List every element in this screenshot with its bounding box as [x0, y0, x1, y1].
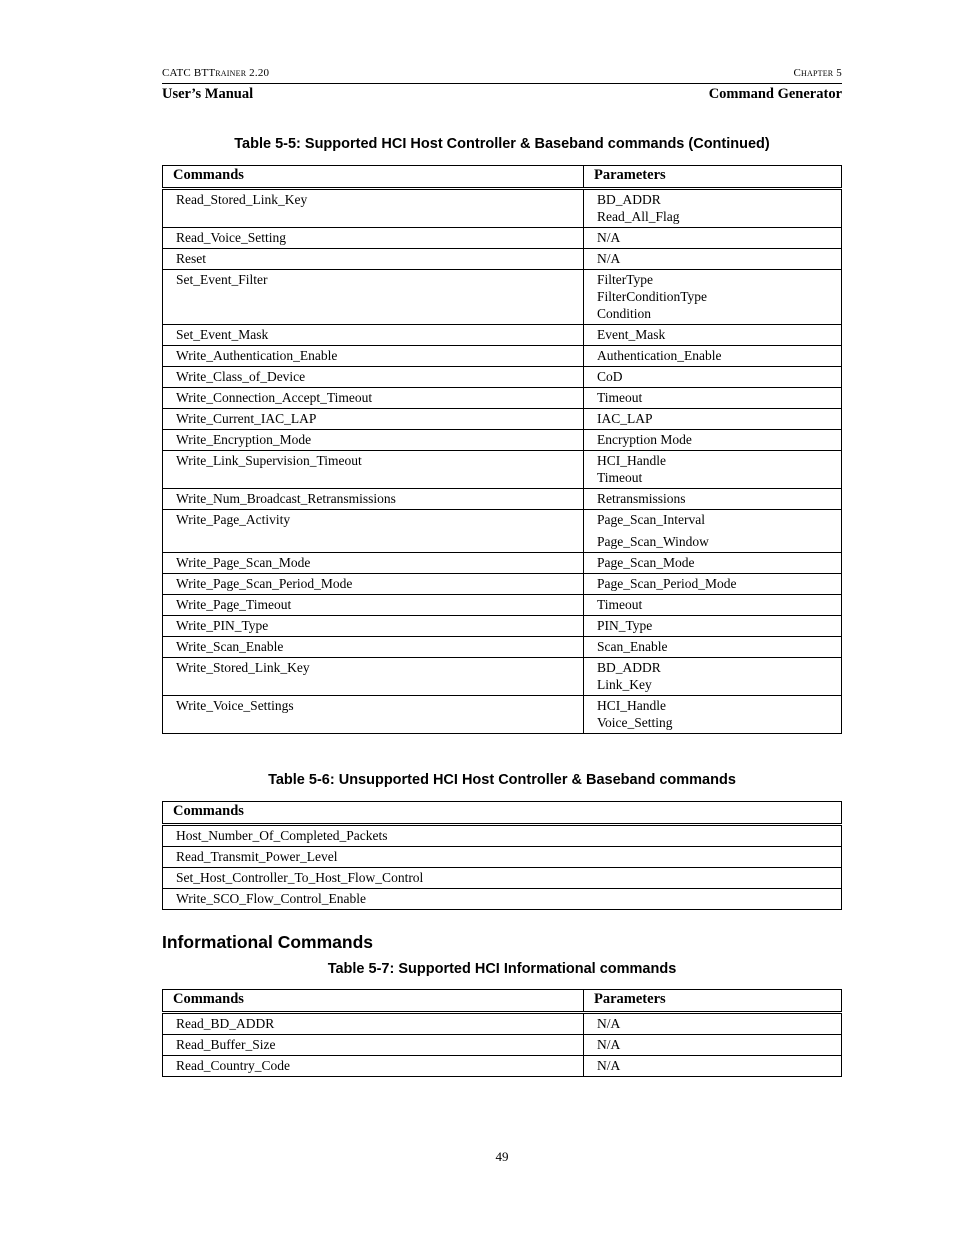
command-cell: Write_Link_Supervision_Timeout: [163, 451, 584, 489]
table-row: [163, 346, 842, 367]
table-row: [163, 1035, 842, 1056]
parameters-cell: [584, 228, 842, 249]
parameters-cell: [584, 595, 842, 616]
command-cell: Set_Event_Filter: [163, 270, 584, 325]
parameters-cell: [584, 1013, 842, 1035]
command-cell: Read_Transmit_Power_Level: [163, 847, 842, 868]
parameters-cell: [584, 510, 842, 553]
parameter-name: CoD: [597, 369, 623, 384]
command-cell: Set_Host_Controller_To_Host_Flow_Control: [163, 868, 842, 889]
parameters-cell: [584, 430, 842, 451]
table-5-5-body: [163, 189, 842, 734]
command-cell: Write_Connection_Accept_Timeout: [163, 388, 584, 409]
parameter-name: Timeout: [597, 390, 643, 405]
table-row: [163, 889, 842, 910]
table-row: [163, 270, 842, 325]
table-5-6: [162, 801, 842, 910]
chapter-label: Chapter 5: [793, 67, 842, 79]
table-header-row: [163, 802, 842, 825]
table-5-5-caption: Table 5-5: Supported HCI Host Controller & Baseband commands (Continued): [234, 136, 770, 152]
parameters-cell: [584, 553, 842, 574]
parameters-cell: [584, 1056, 842, 1077]
table-row: [163, 553, 842, 574]
table-row: [163, 658, 842, 696]
parameter-name: Retransmissions: [597, 491, 686, 506]
command-cell: Write_Stored_Link_Key: [163, 658, 584, 696]
command-cell: Set_Event_Mask: [163, 325, 584, 346]
parameter-name: FilterType: [597, 272, 654, 287]
table-header-row: [163, 166, 842, 189]
parameter-name: BD_ADDR: [597, 660, 661, 675]
command-cell: Write_PIN_Type: [163, 616, 584, 637]
table-row: [163, 574, 842, 595]
table-row: [163, 616, 842, 637]
parameter-name: Timeout: [597, 470, 643, 485]
table-5-6-body: [163, 825, 842, 910]
column-header-commands: Commands: [163, 990, 584, 1013]
table-row: [163, 637, 842, 658]
parameter-name: N/A: [597, 251, 621, 266]
parameter-name: PIN_Type: [597, 618, 653, 633]
command-cell: Write_Voice_Settings: [163, 696, 584, 734]
header-rule: [162, 83, 842, 84]
table-row: [163, 1013, 842, 1035]
table-header-row: [163, 990, 842, 1013]
table-row: [163, 367, 842, 388]
command-cell: Write_Page_Timeout: [163, 595, 584, 616]
parameters-cell: [584, 658, 842, 696]
column-header-commands: Commands: [163, 166, 584, 189]
table-row: [163, 595, 842, 616]
table-row: [163, 696, 842, 734]
parameter-name: Voice_Setting: [597, 715, 673, 730]
command-cell: Write_SCO_Flow_Control_Enable: [163, 889, 842, 910]
table-row: [163, 228, 842, 249]
parameter-name: Link_Key: [597, 677, 652, 692]
running-header-top: [162, 67, 842, 79]
command-cell: Write_Encryption_Mode: [163, 430, 584, 451]
command-cell: Write_Num_Broadcast_Retransmissions: [163, 489, 584, 510]
command-cell: Host_Number_Of_Completed_Packets: [163, 825, 842, 847]
section-heading: Informational Commands: [162, 932, 373, 952]
column-header-parameters: Parameters: [584, 166, 842, 189]
parameter-name: N/A: [597, 1058, 621, 1073]
table-5-7: [162, 989, 842, 1077]
table-row: [163, 325, 842, 346]
parameters-cell: [584, 696, 842, 734]
parameter-name: HCI_Handle: [597, 698, 666, 713]
command-cell: Write_Authentication_Enable: [163, 346, 584, 367]
parameter-name: Event_Mask: [597, 327, 666, 342]
table-row: [163, 189, 842, 228]
parameter-name: Read_All_Flag: [597, 209, 680, 224]
parameter-name: Scan_Enable: [597, 639, 668, 654]
table-row: [163, 868, 842, 889]
table-row: [163, 489, 842, 510]
page-number: 49: [495, 1149, 509, 1164]
command-cell: Write_Page_Activity: [163, 510, 584, 553]
running-header-bottom: [162, 86, 842, 103]
chapter-title: Command Generator: [708, 86, 842, 102]
parameter-name: N/A: [597, 1016, 621, 1031]
parameters-cell: [584, 574, 842, 595]
table-row: [163, 510, 842, 553]
parameters-cell: [584, 325, 842, 346]
parameter-name: Page_Scan_Period_Mode: [597, 576, 737, 591]
parameters-cell: [584, 1035, 842, 1056]
column-header-commands: Commands: [163, 802, 842, 825]
parameters-cell: [584, 388, 842, 409]
parameter-name: IAC_LAP: [597, 411, 653, 426]
command-cell: Write_Scan_Enable: [163, 637, 584, 658]
parameter-name: Timeout: [597, 597, 643, 612]
table-row: [163, 430, 842, 451]
table-5-6-caption: Table 5-6: Unsupported HCI Host Controller & Baseband commands: [268, 772, 736, 788]
parameter-name: Authentication_Enable: [597, 348, 722, 363]
table-5-7-body: [163, 1013, 842, 1077]
parameter-name: Encryption Mode: [597, 432, 692, 447]
parameter-name: N/A: [597, 230, 621, 245]
command-cell: Read_Stored_Link_Key: [163, 189, 584, 228]
parameters-cell: [584, 616, 842, 637]
table-row: [163, 409, 842, 430]
parameters-cell: [584, 189, 842, 228]
command-cell: Write_Current_IAC_LAP: [163, 409, 584, 430]
table-row: [163, 249, 842, 270]
manual-title: User’s Manual: [162, 86, 254, 102]
parameter-name: Page_Scan_Mode: [597, 555, 695, 570]
column-header-parameters: Parameters: [584, 990, 842, 1013]
parameters-cell: [584, 346, 842, 367]
parameter-name: BD_ADDR: [597, 192, 661, 207]
table-row: [163, 451, 842, 489]
parameter-name: Page_Scan_Interval: [597, 512, 705, 527]
parameters-cell: [584, 249, 842, 270]
parameter-name: Page_Scan_Window: [597, 534, 709, 549]
command-cell: Read_Voice_Setting: [163, 228, 584, 249]
command-cell: Write_Page_Scan_Period_Mode: [163, 574, 584, 595]
product-name: CATC BTTrainer 2.20: [162, 67, 270, 79]
command-cell: Write_Page_Scan_Mode: [163, 553, 584, 574]
command-cell: Read_Country_Code: [163, 1056, 584, 1077]
parameter-name: N/A: [597, 1037, 621, 1052]
command-cell: Reset: [163, 249, 584, 270]
parameters-cell: [584, 367, 842, 388]
parameters-cell: [584, 409, 842, 430]
table-row: [163, 388, 842, 409]
command-cell: Write_Class_of_Device: [163, 367, 584, 388]
parameters-cell: [584, 489, 842, 510]
parameters-cell: [584, 451, 842, 489]
table-row: [163, 847, 842, 868]
parameter-name: FilterConditionType: [597, 289, 708, 304]
table-row: [163, 1056, 842, 1077]
table-row: [163, 825, 842, 847]
command-cell: Read_Buffer_Size: [163, 1035, 584, 1056]
parameters-cell: [584, 270, 842, 325]
table-5-5: [162, 165, 842, 734]
parameters-cell: [584, 637, 842, 658]
parameter-name: HCI_Handle: [597, 453, 666, 468]
table-5-7-caption: Table 5-7: Supported HCI Informational commands: [327, 961, 677, 977]
parameter-name: Condition: [597, 306, 652, 321]
command-cell: Read_BD_ADDR: [163, 1013, 584, 1035]
